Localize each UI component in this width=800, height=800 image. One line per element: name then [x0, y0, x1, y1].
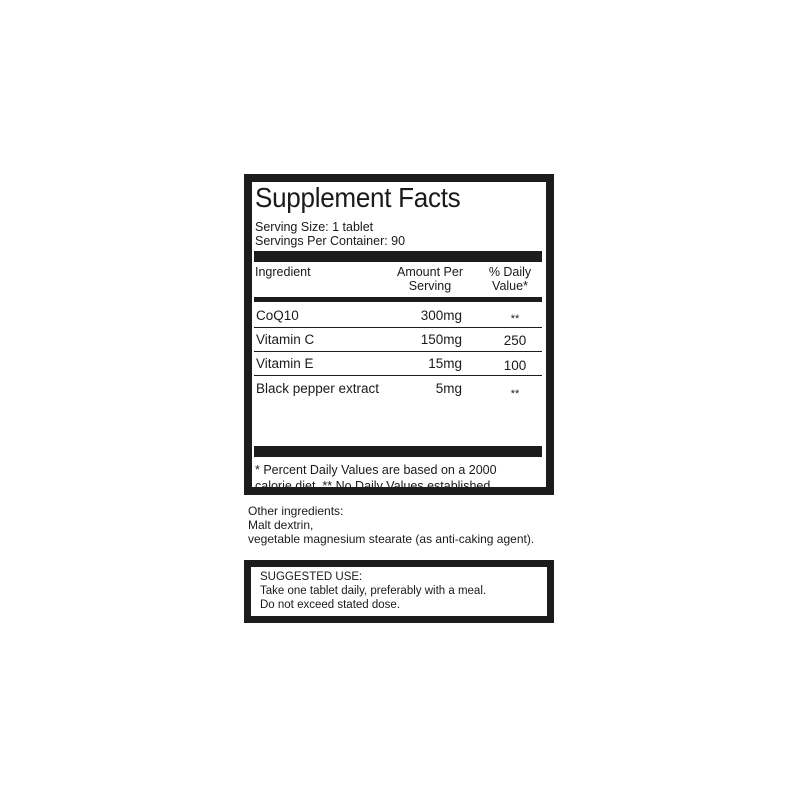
suggested-use-line2: Do not exceed stated dose.: [260, 599, 401, 611]
supplement-facts-panel: [244, 174, 554, 495]
row-amount: 5mg: [435, 381, 462, 396]
header-ingredient: Ingredient: [255, 265, 311, 279]
row-dv: 100: [503, 358, 527, 373]
row-dv: **: [510, 313, 520, 325]
panel-title: Supplement Facts: [255, 182, 461, 213]
other-ingredients-label: Other ingredients:: [248, 504, 344, 518]
row-ingredient: Vitamin C: [256, 332, 315, 347]
suggested-use-label: SUGGESTED USE:: [260, 571, 363, 583]
footnote-line1: * Percent Daily Values are based on a 2000: [255, 463, 497, 477]
row-ingredient: Black pepper extract: [256, 381, 380, 396]
header-daily-value: [482, 265, 538, 293]
header-amount-line2: Serving: [408, 279, 452, 293]
row-dv: **: [510, 388, 520, 400]
other-ingredients-line2: vegetable magnesium stearate (as anti-caking agent).: [248, 532, 535, 546]
header-amount: [380, 265, 480, 293]
other-ingredients: [248, 504, 534, 546]
header-dv-line1: % Daily: [488, 265, 532, 279]
servings-per-container: Servings Per Container: 90: [255, 234, 406, 248]
row-amount: 15mg: [428, 356, 462, 371]
thick-divider-bottom: [254, 446, 542, 457]
footnote: [255, 462, 545, 494]
footnote-line2: calorie diet. ** No Daily Values established: [255, 479, 491, 493]
row-divider: [254, 351, 542, 352]
serving-size: Serving Size: 1 tablet: [255, 220, 374, 234]
row-ingredient: CoQ10: [256, 308, 299, 323]
header-amount-line1: Amount Per: [396, 265, 463, 279]
row-amount: 300mg: [420, 308, 462, 323]
row-divider: [254, 327, 542, 328]
thick-divider-top: [254, 251, 542, 262]
suggested-use-line1: Take one tablet daily, preferably with a meal.: [260, 585, 487, 597]
row-ingredient: Vitamin E: [256, 356, 314, 371]
suggested-use-box: [244, 560, 554, 623]
header-dv-line2: Value*: [492, 279, 528, 293]
medium-divider: [254, 297, 542, 302]
row-divider: [254, 375, 542, 376]
row-amount: 150mg: [420, 332, 462, 347]
suggested-use-text: [260, 570, 486, 612]
row-dv: 250: [503, 333, 527, 348]
other-ingredients-line1: Malt dextrin,: [248, 518, 314, 532]
